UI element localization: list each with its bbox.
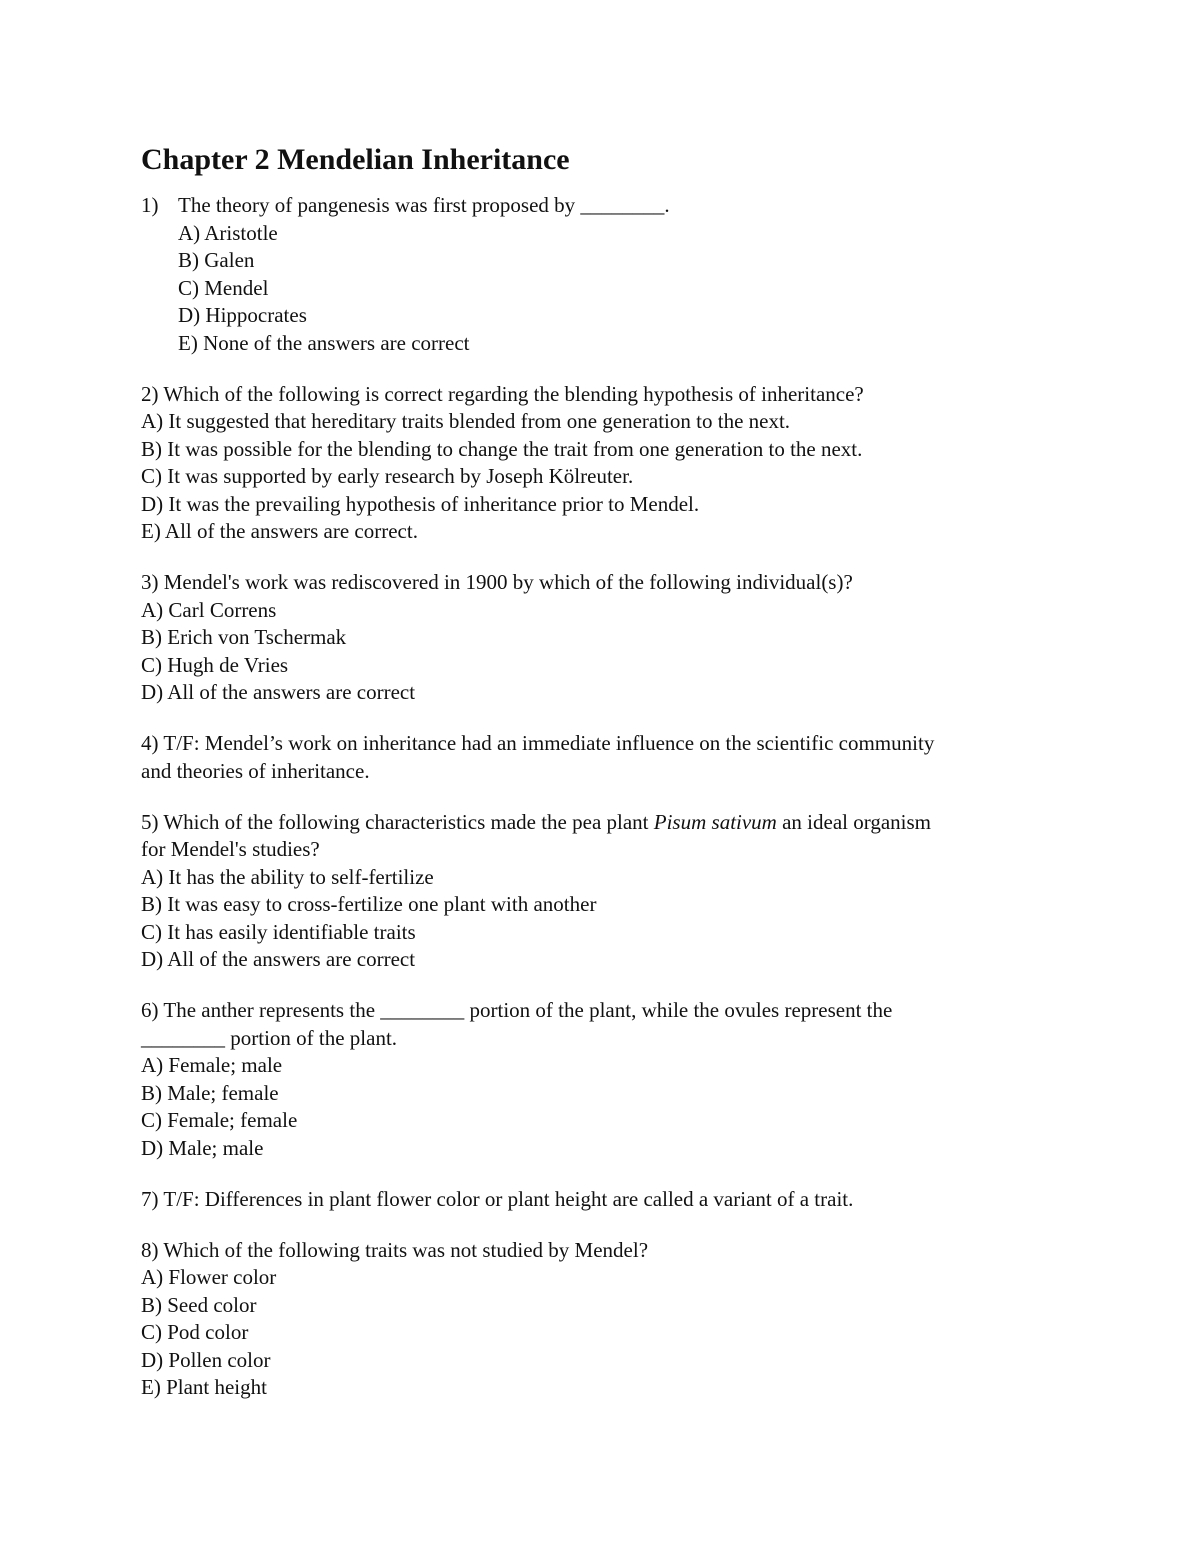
answer-choice: C) Mendel	[178, 275, 269, 300]
question-stem-continued: and theories of inheritance.	[141, 758, 370, 783]
answer-choice: A) It suggested that hereditary traits blended from one generation to the next.	[141, 409, 791, 433]
answer-choice: A) Female; male	[141, 1053, 283, 1077]
answer-choice: D) Pollen color	[141, 1347, 271, 1372]
question-7	[141, 1186, 1041, 1214]
answer-choice: E) None of the answers are correct	[178, 330, 470, 355]
answer-choice: C) Female; female	[141, 1108, 298, 1132]
answer-choice: B) Male; female	[141, 1080, 279, 1105]
question-stem	[141, 192, 1041, 220]
answer-choice: C) It was supported by early research by Joseph Kölreuter.	[141, 464, 634, 488]
question-3	[141, 569, 1041, 707]
answer-choice: A) Flower color	[141, 1265, 277, 1289]
answer-choice: E) Plant height	[141, 1375, 267, 1399]
question-stem-continued: ________ portion of the plant.	[141, 1025, 398, 1050]
answer-choice: D) It was the prevailing hypothesis of inheritance prior to Mendel.	[141, 491, 700, 516]
answer-choice: D) All of the answers are correct	[141, 947, 416, 971]
question-stem: 3) Mendel's work was rediscovered in 1900 by which of the following individual(s)?	[141, 570, 853, 594]
question-stem	[141, 809, 1041, 837]
question-text: The theory of pangenesis was first proposed by ________.	[178, 193, 670, 217]
answer-choice: B) Galen	[178, 248, 255, 272]
question-text: 5) Which of the following characteristics made the pea plant	[141, 809, 654, 834]
question-number: 1)	[141, 193, 159, 217]
answer-choice: A) It has the ability to self-fertilize	[141, 864, 434, 889]
question-2	[141, 381, 1041, 546]
answer-choice: A) Carl Correns	[141, 597, 277, 622]
question-stem: 4) T/F: Mendel’s work on inheritance had an immediate influence on the scientific community	[141, 731, 935, 755]
answer-choice: B) Seed color	[141, 1292, 257, 1317]
answer-choice: B) It was possible for the blending to change the trait from one generation to the next.	[141, 436, 863, 461]
answer-choice: B) It was easy to cross-fertilize one plant with another	[141, 892, 597, 916]
question-1	[141, 192, 1041, 357]
answer-choice: D) Hippocrates	[178, 303, 307, 327]
question-8	[141, 1237, 1041, 1402]
question-stem: 2) Which of the following is correct regarding the blending hypothesis of inheritance?	[141, 381, 864, 406]
question-stem-continued: for Mendel's studies?	[141, 837, 320, 861]
question-5	[141, 809, 1041, 974]
answer-choice: C) It has easily identifiable traits	[141, 919, 416, 944]
page-title: Chapter 2 Mendelian Inheritance	[141, 143, 570, 176]
question-stem: 6) The anther represents the ________ portion of the plant, while the ovules represent the	[141, 998, 893, 1022]
answer-choice: C) Hugh de Vries	[141, 652, 289, 677]
question-stem: 8) Which of the following traits was not studied by Mendel?	[141, 1237, 649, 1262]
answer-choice: E) All of the answers are correct.	[141, 519, 418, 543]
question-6	[141, 997, 1041, 1162]
question-stem: 7) T/F: Differences in plant flower color or plant height are called a variant of a trait.	[141, 1186, 854, 1211]
question-4	[141, 730, 1041, 785]
answer-choice: B) Erich von Tschermak	[141, 625, 347, 649]
answer-choice: D) Male; male	[141, 1135, 264, 1160]
answer-choice: D) All of the answers are correct	[141, 680, 416, 704]
answer-choice: A) Aristotle	[178, 220, 278, 245]
species-name: Pisum sativum	[653, 809, 777, 834]
document-page	[141, 140, 1041, 1425]
question-text: an ideal organism	[776, 809, 932, 834]
answer-choice: C) Pod color	[141, 1320, 249, 1344]
